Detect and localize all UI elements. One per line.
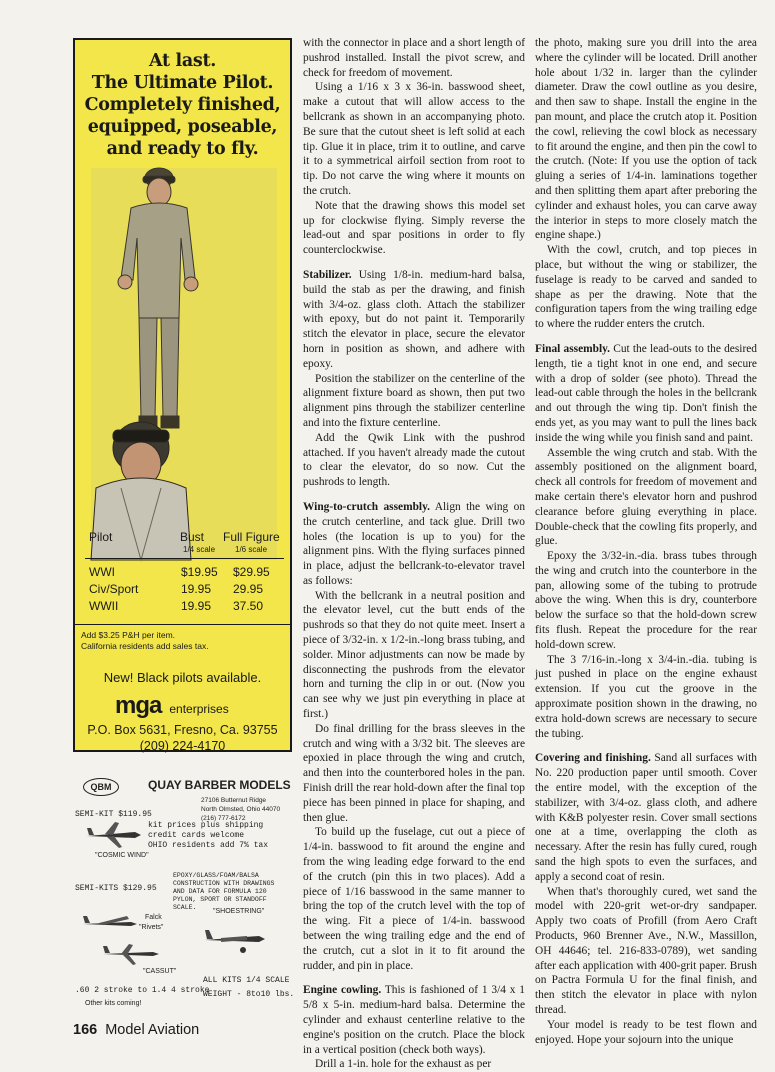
qb-prices-note-line: kit prices plus shipping <box>148 821 264 830</box>
magazine-name: Model Aviation <box>105 1022 200 1038</box>
qb-construction-line: CONSTRUCTION WITH DRAWINGS <box>173 880 275 887</box>
qb-prices-note-line: credit cards welcome <box>148 831 245 840</box>
paragraph-text: Align the wing on the crutch centerline, and tack glue. Drill two holes (the location is up to you) for the alignment pins. With the flying surfaces pinned in place, adjust the bellcrank-to-elevator travel as follows: <box>303 500 526 587</box>
section-heading: Wing-to-crutch assembly. <box>303 500 431 513</box>
section-paragraph <box>303 268 525 372</box>
article-column-2 <box>535 36 757 1047</box>
paragraph-text: This is fashioned of 1 3/4 x 1 5/8 x 5-in. medium-hard balsa. Determine the cylinder and exhaust centerline relative to the engine's position on the crutch. Place the block in a vertical position (check both ways). <box>303 984 525 1056</box>
qb-all-kits-scale: ALL KITS 1/4 SCALE <box>203 976 290 985</box>
paragraph-text: Using a 1/16 x 3 x 36-in. basswood sheet, make a cutout that will allow access to the bellcrank as shown in an accompanying photo. Be sure that the cutout sheet is left solid at each tip. Glue it in place, trim it to outline, and carve it to a symmetrical airfoil section from root to tip. Do not carve the wing where it mounts on the crutch. <box>303 81 525 197</box>
qb-construction-line: AND DATA FOR FORMULA 120 <box>173 888 267 895</box>
shipping-note <box>81 630 286 652</box>
article-paragraph <box>303 431 525 490</box>
article-paragraph <box>303 722 525 826</box>
page-footer <box>73 1022 199 1038</box>
article-paragraph <box>303 1057 525 1072</box>
ad-headline-line: The Ultimate Pilot. <box>91 73 274 93</box>
article-paragraph <box>303 36 525 80</box>
cell-full: 29.95 <box>233 582 264 596</box>
article-paragraph <box>303 589 525 722</box>
paragraph-text: Your model is ready to be test flown and enjoyed. Hope your sojourn into the unique <box>535 1018 757 1046</box>
qb-construction-line: SCALE. <box>173 904 197 911</box>
article-paragraph <box>535 36 757 243</box>
qb-address-line: (216) 777-6172 <box>201 815 246 822</box>
paragraph-text: The 3 7/16-in.-long x 3/4-in.-dia. tubing is just pushed in place on the engine exhaust extension. If you cut the groove in the approximate position shown in the drawing, no extra hold-down screws are necessary to secure the tubing. <box>535 653 757 740</box>
tax-note-line: California residents add sales tax. <box>81 641 209 651</box>
col-bust-scale: 1/4 scale <box>183 545 216 554</box>
qb-construction-note <box>173 872 274 912</box>
qb-address-line: North Olmsted, Ohio 44070 <box>201 806 281 813</box>
divider <box>85 558 284 559</box>
article-paragraph <box>303 199 525 258</box>
cell-full: $29.95 <box>233 565 270 579</box>
enterprises-label: enterprises <box>169 702 229 716</box>
paragraph-text: To build up the fuselage, cut out a piece of 1/4-in. basswood to fit around the engine and from the wing leading edge forward to the end of the crutch (pin this in two places). Add a piece of 1/16 basswood in the same manner to bring the top of the crutch level with the top of the wing. Fit a piece of 1/4-in. basswood between the wing trailing edge and the end of the crutch, cut a slot in it to fit around the rudder, and pin in place. <box>303 826 525 972</box>
page-number: 166 <box>73 1022 98 1038</box>
ad-headline <box>75 50 290 160</box>
shipping-note-line: Add $3.25 P&H per item. <box>81 630 176 640</box>
article-paragraph <box>535 1018 757 1048</box>
paragraph-text: Cut the lead-outs to the desired length, tie a tight knot in one end, and secure with a drop of solder (see photo). Thread the lead-out cable through the holes in the bellcrank and out through the wing tip. Don't finish the ends yet, as you may want to pull the lines back inside the wing while you finish sand and paint. <box>535 342 757 444</box>
mga-pilot-ad <box>73 38 292 752</box>
paragraph-text: When that's thoroughly cured, wet sand the model with 220-grit wet-or-dry sandpaper. Apply two coats of Profill (from Aero Craft Products, 960 Brenner Ave., N.W., Massillon, OH 44646; tel. 216-833-0789), wet sanding after each application with 400-grit paper. Brush on Pactra Formula U for the final finish, and then stitch the elevator in place with nylon thread. <box>535 885 757 1016</box>
col-bust-header: Bust <box>180 530 205 544</box>
paragraph-text: Assemble the wing crutch and stab. With the assembly positioned on the alignment board, check all controls for freedom of movement and make certain there's elevator horn and pushrod clearance before gluing everything in place. Double-check that the cowling fits properly, and glue. <box>535 446 757 548</box>
mga-logo-line <box>115 692 229 719</box>
rivets-plane-icon <box>81 910 139 938</box>
qb-semi-kit-price-1: SEMI-KIT $119.95 <box>75 810 152 819</box>
table-row <box>85 565 284 582</box>
article-paragraph <box>535 243 757 332</box>
price-table-header <box>85 526 284 556</box>
paragraph-text: the photo, making sure you drill into the area where the cylinder will be located. Drill another hole about 1/32 in. larger than the cylinder diameter. Draw the cowl outline as you desire, and then saw to shape. Install the engine in the pan mount, and place the crutch atop it. Position the cowl, relieving the cowl block as necessary to fit around the engine, and then pin the cowl to the crutch. (Note: If you use the option of tack gluing a series of 1/4-in. laminations together and then splitting them apart after preboring the cylinder and exhaust holes, you can carve away the interior in steps to more closely match the engine shape.) <box>535 37 757 242</box>
qb-other-kits: Other kits coming! <box>85 1000 142 1007</box>
paragraph-text: Sand all surfaces with No. 220 production paper until smooth. Cover the entire model, with the exception of the stabilizer, with 3/4-oz. glass cloth, and adhere with K&B polyester resin. Cover small sections one at a time, overlapping the cloth as necessary. After the resin has fully cured, rough sand the high spots to even the surfaces, and apply a second coat of resin. <box>535 752 757 883</box>
col-full-header: Full Figure <box>223 530 280 544</box>
article-paragraph <box>303 80 525 198</box>
qb-engine-range: .60 2 stroke to 1.4 4 stroke <box>75 986 210 995</box>
article-paragraph <box>303 372 525 431</box>
qb-weight: WEIGHT - 8to10 lbs. <box>203 990 295 999</box>
cassutt-label: "CASSUT" <box>143 968 177 975</box>
paragraph-text: Epoxy the 3/32-in.-dia. brass tubes through the wing and crutch into the counterbore in the pan, allowing some of the tubing to protrude above the wing. When this is dry, counterbore below the surface so that the hold-down screw fits flush. Repeat the procedure for the rear hold-down screw. <box>535 550 757 651</box>
cell-pilot: Civ/Sport <box>89 582 139 596</box>
ad-address-block <box>75 722 290 754</box>
qb-title: QUAY BARBER MODELS <box>148 778 291 792</box>
qb-address <box>201 796 280 823</box>
cassutt-plane-icon <box>101 940 161 968</box>
paragraph-text: Drill a 1-in. hole for the exhaust as per <box>315 1058 492 1071</box>
article-paragraph <box>303 825 525 973</box>
ad-phone: (209) 224-4170 <box>139 739 226 753</box>
table-row <box>85 599 284 616</box>
col-full-scale: 1/6 scale <box>235 545 268 554</box>
section-paragraph <box>303 983 525 1057</box>
cell-full: 37.50 <box>233 599 264 613</box>
table-row <box>85 582 284 599</box>
quay-barber-ad <box>73 776 295 1030</box>
article-paragraph <box>535 446 757 550</box>
cell-bust: 19.95 <box>181 582 212 596</box>
ad-headline-line: equipped, poseable, <box>87 117 278 137</box>
rivets-label: "Rivets" <box>139 924 164 931</box>
paragraph-text: Add the Qwik Link with the pushrod attached. If you haven't already made the cutout to clear the elevator, do so now. Cut the pushrods to length. <box>303 431 525 489</box>
col-pilot-header: Pilot <box>89 530 113 544</box>
article-paragraph <box>535 885 757 1018</box>
paragraph-text: Note that the drawing shows this model set up for clockwise flying. Simply reverse the lead-out and spar positions in order to fly counterclockwise. <box>303 199 525 257</box>
price-table <box>85 526 284 616</box>
pilot-figures-illustration <box>91 168 277 560</box>
mga-logo: mga <box>115 692 162 719</box>
qb-construction-line: EPOXY/GLASS/FOAM/BALSA <box>173 872 259 879</box>
shoestring-label: "SHOESTRING" <box>213 908 265 915</box>
qb-semi-kit-price-2: SEMI-KITS $129.95 <box>75 884 157 893</box>
section-heading: Covering and finishing. <box>535 752 651 765</box>
section-paragraph <box>535 342 757 446</box>
cosmic-wind-label: "COSMIC WIND" <box>95 852 149 859</box>
cell-pilot: WWII <box>89 599 119 613</box>
cosmic-wind-plane-icon <box>85 820 143 850</box>
section-paragraph <box>303 500 525 589</box>
paragraph-text: With the cowl, crutch, and top pieces in place, but without the wing or stabilizer, the fuselage is ready to be carved and sanded to shape as per the drawing. Note that the configuration tapers from the wing trailing edge to where the rudder enters the crutch. <box>535 244 757 331</box>
section-heading: Engine cowling. <box>303 984 382 997</box>
paragraph-text: With the bellcrank in a neutral position and the elevator level, cut the butt ends of the pushrods so that they do not quite meet. Insert a piece of 3/32-in. x 1/2-in.-long brass tubing, and solder. Minor adjustments can now be made by disconnecting the pushrods from the elevator horn and turning the clip in or out. (Now you can see why we just pin everything in place at first.) <box>303 589 525 721</box>
ad-address: P.O. Box 5631, Fresno, Ca. 93755 <box>87 723 278 737</box>
qbm-logo: QBM <box>83 778 119 796</box>
ad-headline-line: At last. <box>148 51 217 71</box>
paragraph-text: Using 1/8-in. medium-hard balsa, build the stab as per the drawing, and finish with 3/4-oz. glass cloth. Attach the stabilizer with epoxy, but do not paint it. Temporarily stitch the elevator in place, secure the elevator horn in position as shown, and adhere with epoxy. <box>303 268 525 370</box>
section-heading: Stabilizer. <box>303 268 352 281</box>
section-paragraph <box>535 751 757 884</box>
paragraph-text: Position the stabilizer on the centerline of the alignment fixture board as shown, then put two alignment pins through the stabilizer centerline and into the fixture centerline. <box>303 372 525 429</box>
section-heading: Final assembly. <box>535 342 611 355</box>
cell-pilot: WWI <box>89 565 115 579</box>
qb-prices-note <box>148 821 268 851</box>
paragraph-text: with the connector in place and a short length of pushrod installed. Install the pivot screw, and check for freedom of movement. <box>303 37 525 79</box>
cell-bust: $19.95 <box>181 565 218 579</box>
cell-bust: 19.95 <box>181 599 212 613</box>
qb-address-line: 27106 Butternut Ridge <box>201 797 267 804</box>
ad-headline-line: and ready to fly. <box>106 139 259 159</box>
pilot-figures-photo <box>91 168 277 560</box>
article-paragraph <box>535 653 757 742</box>
divider <box>75 624 290 625</box>
new-product-line: New! Black pilots available. <box>103 670 262 685</box>
shoestring-plane-icon <box>203 922 267 956</box>
paragraph-text: Do final drilling for the brass sleeves in the crutch and wing with a 3/32 bit. The sleeves are epoxied in place through the wing and crutch, and then into the counterbored holes in the pan. Finish drill the rear hold-down after the final top piece has been pinned in place for shaping, and then glue. <box>303 722 525 824</box>
article-column-1 <box>303 36 525 1072</box>
article-paragraph <box>535 549 757 653</box>
falck-label: Falck <box>145 914 162 921</box>
qb-construction-line: PYLON, SPORT OR STANDOFF <box>173 896 267 903</box>
qb-prices-note-line: OHIO residents add 7% tax <box>148 841 269 850</box>
ad-headline-line: Completely finished, <box>84 95 281 115</box>
